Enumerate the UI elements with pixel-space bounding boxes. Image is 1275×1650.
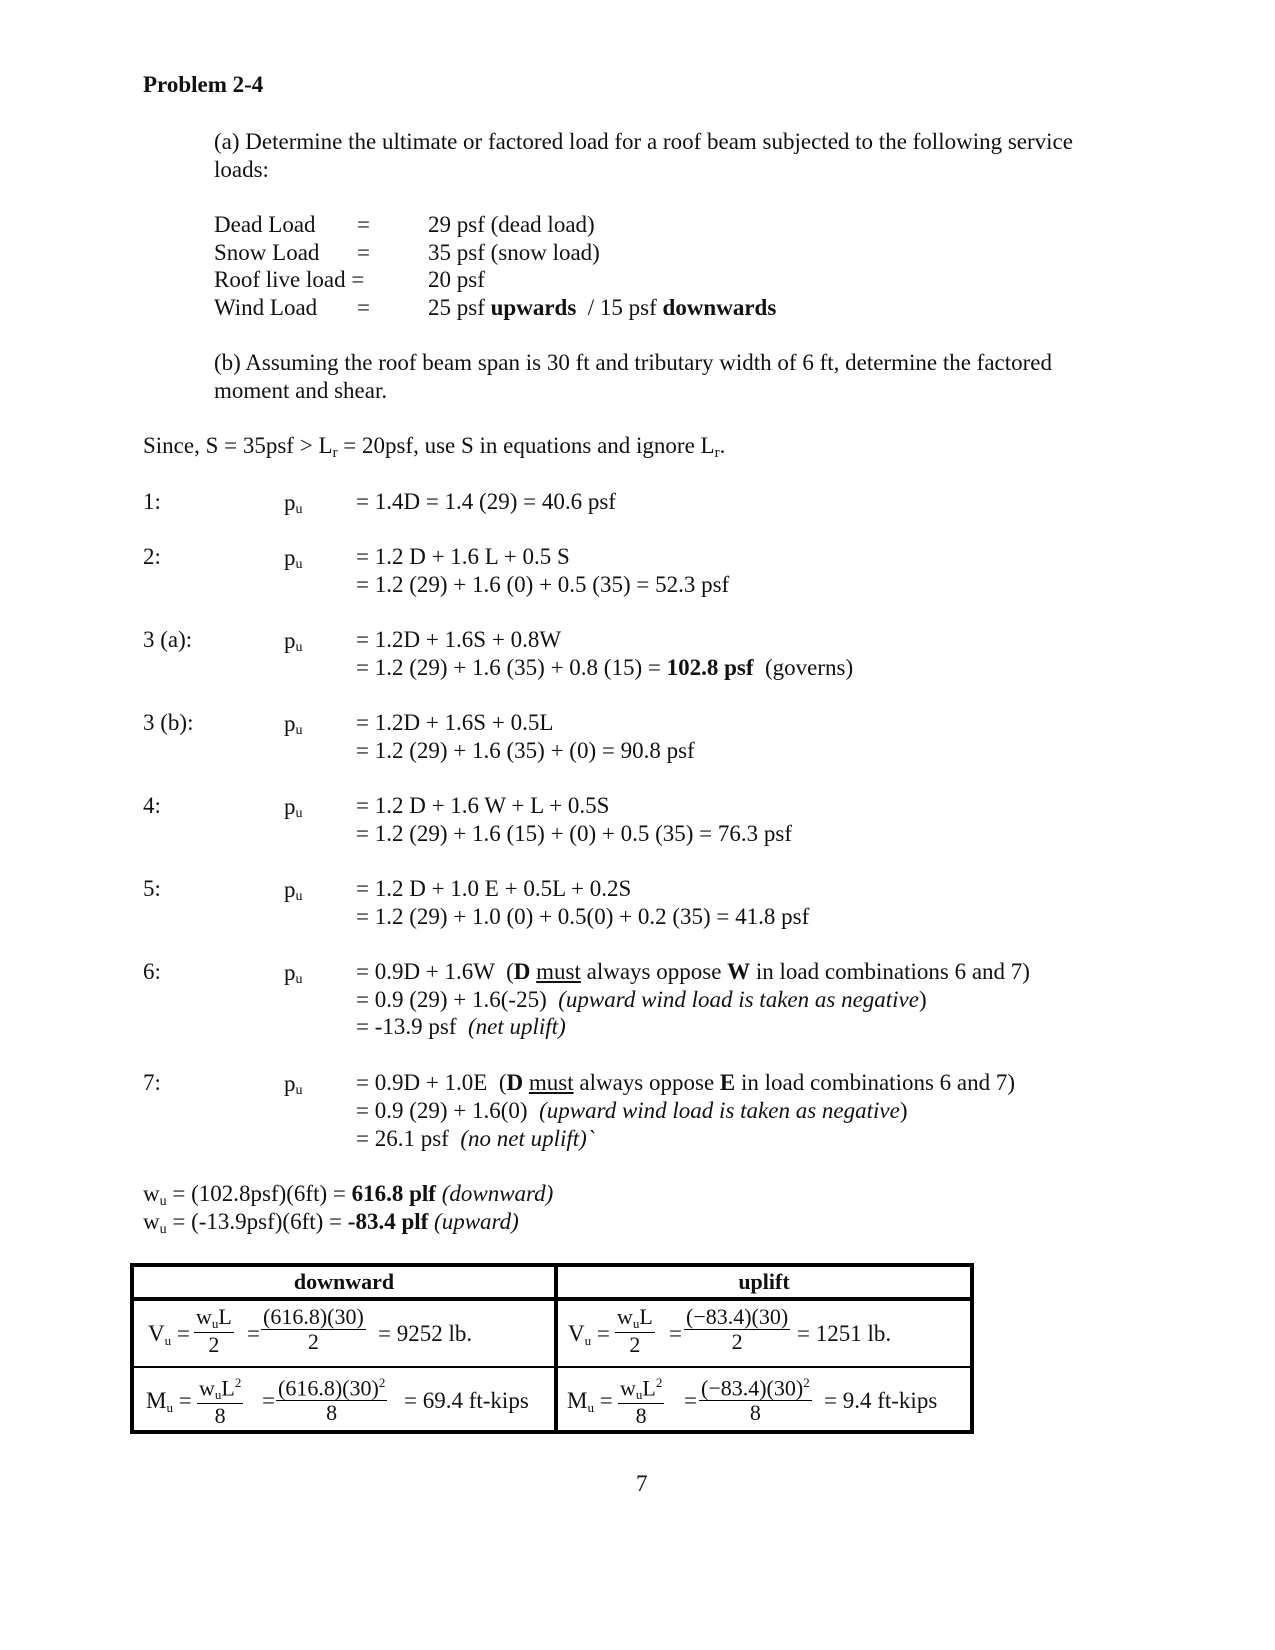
combo-7-result: = 26.1 psf <box>356 1126 461 1151</box>
combo-6-line2 <box>356 986 927 1014</box>
eq-sign: = <box>178 1388 192 1413</box>
w-letter: w <box>617 1304 633 1329</box>
combo-6-uplift-note: (net uplift) <box>468 1014 566 1039</box>
eq-sign: = <box>176 1321 190 1346</box>
combo-7-line2 <box>356 1097 908 1125</box>
denominator: 8 <box>749 1400 761 1426</box>
combo-label: 5: <box>143 876 161 901</box>
mu-label <box>146 1388 192 1414</box>
square: 2 <box>655 1375 663 1390</box>
denominator: 2 <box>208 1332 220 1357</box>
w-letter: w <box>620 1375 636 1401</box>
denominator: 2 <box>629 1332 641 1357</box>
pu-symbol <box>284 1071 303 1097</box>
pu-symbol <box>284 545 303 571</box>
combo-6-line3 <box>356 1013 566 1041</box>
load-name-roof-live <box>214 266 364 294</box>
combo-7-must: must <box>528 1070 574 1095</box>
combo-6-oppose: always oppose <box>580 959 728 984</box>
part-a-line1: (a) Determine the ultimate or factored load for a roof beam subjected to the following service <box>214 129 1073 154</box>
combo-7-eq: = 0.9D + 1.0E ( <box>356 1070 507 1095</box>
combo-3a-calc: = 1.2 (29) + 1.6 (35) + 0.8 (15) = <box>356 655 667 680</box>
eq-sign: = <box>599 1388 613 1413</box>
since-statement <box>143 432 725 463</box>
v-sub: u <box>584 1333 592 1348</box>
uplift-moment-result: = 9.4 ft-kips <box>824 1388 938 1413</box>
combo-2-line2: = 1.2 (29) + 1.6 (0) + 0.5 (35) = 52.3 psf <box>356 572 730 597</box>
combo-6-result: = -13.9 psf <box>356 1014 468 1039</box>
wu-sub: u <box>159 1194 167 1209</box>
combo-7-calc: = 0.9 (29) + 1.6(0) <box>356 1098 540 1123</box>
eq-sign: = <box>247 1321 260 1346</box>
pu-sub: u <box>295 889 303 904</box>
pu-symbol <box>284 960 303 986</box>
numerator: (616.8)(30) <box>278 1375 379 1401</box>
part-a-line2: loads: <box>214 157 269 182</box>
combo-6-paren: ) <box>918 987 927 1012</box>
load-eq: = <box>357 212 370 237</box>
fraction-uplift-m <box>699 1371 812 1425</box>
part-b-line1: (b) Assuming the roof beam span is 30 ft and tributary width of 6 ft, determine the factored <box>214 350 1053 375</box>
combo-6-w: W <box>727 959 751 984</box>
wu-direction: (upward) <box>428 1209 519 1234</box>
wu-calc: = (-13.9psf)(6ft) = <box>166 1209 348 1234</box>
wu-upward <box>143 1208 519 1240</box>
pu-p: p <box>284 545 296 570</box>
wind-up-word: upwards <box>490 295 577 320</box>
combo-7-note: (upward wind load is taken as negative <box>539 1098 900 1123</box>
fraction-wuL-over-2 <box>194 1305 234 1357</box>
load-value-dead: 29 psf (dead load) <box>428 212 595 237</box>
l-letter: L <box>221 1375 235 1401</box>
wu-direction: (downward) <box>435 1181 554 1206</box>
denominator: 8 <box>214 1403 226 1429</box>
combo-7-oppose: always oppose <box>573 1070 720 1095</box>
combo-6-line1 <box>356 958 1030 986</box>
denominator: 2 <box>731 1329 743 1354</box>
combo-label: 3 (a): <box>143 627 193 652</box>
pu-p: p <box>284 711 296 736</box>
wu-w: w <box>143 1181 160 1206</box>
pu-p: p <box>284 960 296 985</box>
combo-label: 7: <box>143 1070 161 1095</box>
numerator: (−83.4)(30) <box>686 1304 789 1329</box>
combo-6-must: must <box>536 959 581 984</box>
denominator: 8 <box>326 1400 338 1426</box>
pu-sub: u <box>295 806 303 821</box>
combo-label: 4: <box>143 793 161 818</box>
combo-2-line1: = 1.2 D + 1.6 L + 0.5 S <box>356 544 570 569</box>
combo-6-eq: = 0.9D + 1.6W ( <box>356 959 514 984</box>
table-divider <box>134 1366 970 1368</box>
combo-3b-line2: = 1.2 (29) + 1.6 (35) + (0) = 90.8 psf <box>356 738 695 763</box>
pu-symbol <box>284 628 303 654</box>
numerator: (−83.4)(30) <box>701 1375 804 1401</box>
combo-6-calc: = 0.9 (29) + 1.6(-25) <box>356 987 559 1012</box>
combo-3a-result: 102.8 psf <box>666 655 754 680</box>
load-value-snow: 35 psf (snow load) <box>428 240 600 265</box>
combo-7-tail: in load combinations 6 and 7) <box>735 1070 1016 1095</box>
w-letter: w <box>199 1375 215 1401</box>
pu-p: p <box>284 1071 296 1096</box>
fraction-wuL2-over-8 <box>618 1371 664 1428</box>
square: 2 <box>378 1375 386 1390</box>
since-text-b: = 20psf, use S in equations and ignore L <box>337 433 715 458</box>
w-sub: u <box>635 1387 643 1403</box>
pu-p: p <box>284 628 296 653</box>
combo-label: 2: <box>143 544 161 569</box>
vu-label <box>148 1321 190 1347</box>
wu-calc: = (102.8psf)(6ft) = <box>166 1181 352 1206</box>
m-sub: u <box>166 1400 173 1415</box>
v-letter: V <box>148 1321 165 1346</box>
w-sub: u <box>211 1316 219 1331</box>
since-sub-r: r <box>714 445 720 461</box>
eq-sign: = <box>669 1321 682 1346</box>
square: 2 <box>803 1375 810 1390</box>
combo-6-tail: in load combinations 6 and 7) <box>750 959 1030 984</box>
page-number: 7 <box>636 1471 648 1496</box>
square: 2 <box>234 1375 242 1390</box>
table-header-downward: downward <box>293 1269 395 1294</box>
pu-sub: u <box>295 972 303 987</box>
eq-sign: = <box>262 1388 275 1413</box>
combo-3b-line1: = 1.2D + 1.6S + 0.5L <box>356 710 554 735</box>
pu-symbol <box>284 794 303 820</box>
pu-sub: u <box>295 502 303 517</box>
load-eq: = <box>357 240 370 265</box>
v-sub: u <box>164 1333 172 1348</box>
combo-label: 6: <box>143 959 161 984</box>
combo-7-e: E <box>719 1070 736 1095</box>
combo-4-line1: = 1.2 D + 1.6 W + L + 0.5S <box>356 793 610 818</box>
pu-symbol <box>284 711 303 737</box>
v-letter: V <box>568 1321 585 1346</box>
pu-p: p <box>284 877 296 902</box>
m-sub: u <box>587 1400 594 1415</box>
pu-symbol <box>284 877 303 903</box>
numerator: (616.8)(30) <box>263 1304 364 1329</box>
w-letter: w <box>196 1304 212 1329</box>
fraction-downward-v <box>261 1305 366 1354</box>
combo-7-uplift-note: (no net uplift)` <box>460 1126 595 1151</box>
fraction-wuL-over-2 <box>615 1305 655 1357</box>
combo-6-note: (upward wind load is taken as negative <box>558 987 919 1012</box>
since-text-c: . <box>719 433 726 458</box>
combo-label: 1: <box>143 489 161 514</box>
wind-down-value: / 15 psf <box>576 295 663 320</box>
load-name-text: Roof live load <box>214 267 346 292</box>
fraction-uplift-v <box>684 1305 790 1354</box>
denominator: 8 <box>635 1403 647 1429</box>
uplift-shear-result: = 1251 lb. <box>797 1321 892 1346</box>
combo-5-line1: = 1.2 D + 1.0 E + 0.5L + 0.2S <box>356 876 632 901</box>
table-divider <box>134 1297 970 1301</box>
eq-sign: = <box>596 1321 610 1346</box>
mu-label <box>567 1388 613 1414</box>
combo-label: 3 (b): <box>143 710 194 735</box>
combo-6-d: D <box>513 959 531 984</box>
wu-sub: u <box>159 1222 167 1237</box>
denominator: 2 <box>307 1329 319 1354</box>
load-value-wind <box>428 294 776 322</box>
fraction-wuL2-over-8 <box>197 1371 243 1428</box>
pu-sub: u <box>295 640 303 655</box>
combo-4-line2: = 1.2 (29) + 1.6 (15) + (0) + 0.5 (35) = 76.3 psf <box>356 821 792 846</box>
load-eq: = <box>351 267 365 292</box>
problem-title: Problem 2-4 <box>143 72 264 97</box>
eq-sign: = <box>684 1388 697 1413</box>
pu-symbol <box>284 490 303 516</box>
combo-3a-line2 <box>356 654 853 682</box>
combo-7-paren: ) <box>899 1098 908 1123</box>
load-name-snow: Snow Load <box>214 240 320 265</box>
combo-1-line1: = 1.4D = 1.4 (29) = 40.6 psf <box>356 489 616 514</box>
m-letter: M <box>567 1388 588 1413</box>
wind-down-word: downwards <box>662 295 777 320</box>
load-name-dead: Dead Load <box>214 212 316 237</box>
combo-5-line2: = 1.2 (29) + 1.0 (0) + 0.5(0) + 0.2 (35) = 41.8 psf <box>356 904 810 929</box>
load-value-roof-live: 20 psf <box>428 267 485 292</box>
since-sub-r: r <box>332 445 338 461</box>
part-b-line2: moment and shear. <box>214 378 388 403</box>
combo-3a-governs: (governs) <box>753 655 854 680</box>
wu-result: 616.8 plf <box>351 1181 436 1206</box>
pu-p: p <box>284 490 296 515</box>
wu-w: w <box>143 1209 160 1234</box>
l-letter: L <box>218 1304 232 1329</box>
m-letter: M <box>146 1388 167 1413</box>
l-letter: L <box>642 1375 656 1401</box>
pu-p: p <box>284 794 296 819</box>
downward-shear-result: = 9252 lb. <box>378 1321 473 1346</box>
results-table <box>130 1263 974 1434</box>
combo-7-line3 <box>356 1125 594 1153</box>
pu-sub: u <box>295 557 303 572</box>
combo-7-line1 <box>356 1069 1015 1097</box>
w-sub: u <box>214 1387 222 1403</box>
l-letter: L <box>639 1304 653 1329</box>
combo-3a-line1: = 1.2D + 1.6S + 0.8W <box>356 627 562 652</box>
downward-moment-result: = 69.4 ft-kips <box>404 1388 529 1413</box>
vu-label <box>568 1321 610 1347</box>
wind-up-value: 25 psf <box>428 295 491 320</box>
load-eq: = <box>357 295 370 320</box>
pu-sub: u <box>295 1083 303 1098</box>
pu-sub: u <box>295 723 303 738</box>
w-sub: u <box>632 1316 640 1331</box>
combo-7-d: D <box>506 1070 524 1095</box>
wu-result: -83.4 plf <box>347 1209 429 1234</box>
fraction-downward-m <box>276 1371 387 1425</box>
since-text-a: Since, S = 35psf > L <box>143 433 333 458</box>
table-header-uplift: uplift <box>738 1269 790 1294</box>
load-name-wind: Wind Load <box>214 295 318 320</box>
